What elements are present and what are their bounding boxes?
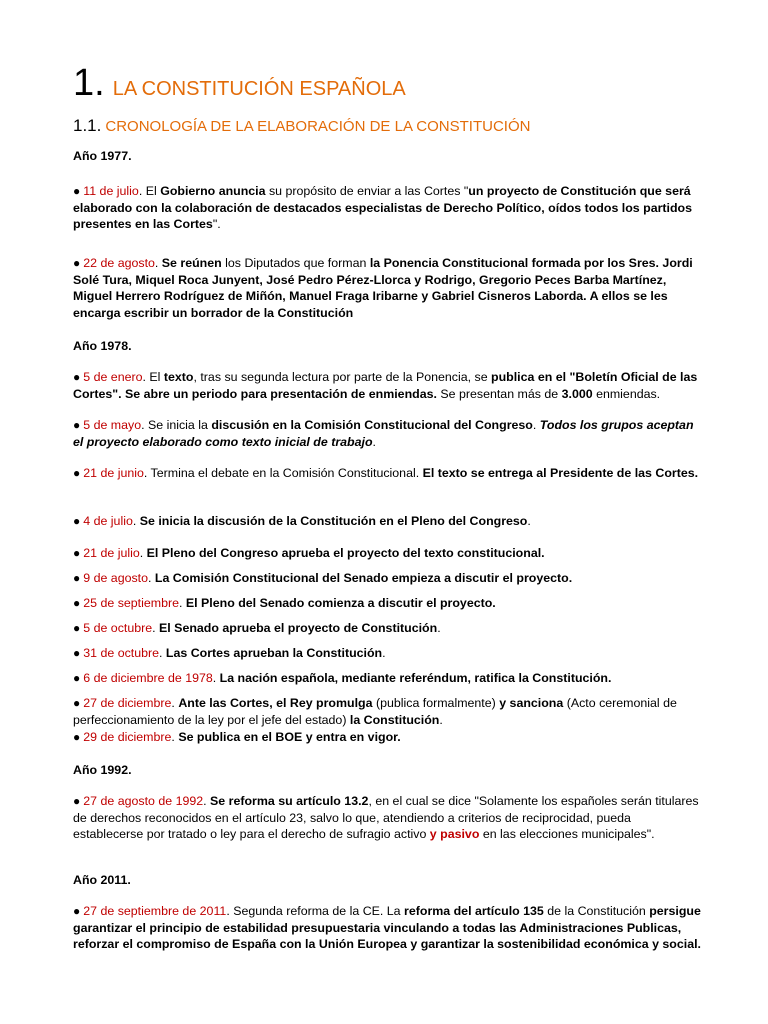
bullet-icon: ● bbox=[73, 370, 81, 384]
chronology-entry bbox=[73, 570, 703, 587]
bullet-icon: ● bbox=[73, 546, 81, 560]
chronology-entry bbox=[73, 513, 703, 530]
entry-text: . bbox=[171, 730, 179, 744]
entry-text: El Pleno del Congreso aprueba el proyecto del texto constitucional. bbox=[146, 546, 545, 560]
entry-text: Se reforma su artículo 13.2 bbox=[210, 794, 369, 808]
entry-date: 25 de septiembre bbox=[83, 596, 179, 610]
heading-2-title: CRONOLOGÍA DE LA ELABORACIÓN DE LA CONSTITUCIÓN bbox=[105, 118, 531, 135]
entry-text: persigue garantizar el principio de estabilidad presupuestaria vinculando a todas las Administraciones Publicas, reforzar el compromiso de España con la Unión Europea y garantizar la sostenibilidad económica y social. bbox=[73, 904, 701, 952]
entry-date: 4 de julio bbox=[83, 514, 133, 528]
entry-text: La Comisión Constitucional del Senado empieza a discutir el proyecto. bbox=[154, 571, 573, 585]
year-heading: Año 1978. bbox=[73, 339, 132, 353]
heading-1-title: LA CONSTITUCIÓN ESPAÑOLA bbox=[112, 78, 406, 100]
entry-text: Se reúnen bbox=[161, 256, 222, 270]
entry-text: su propósito de enviar a las Cortes " bbox=[265, 184, 469, 198]
bullet-icon: ● bbox=[73, 730, 81, 744]
entry-text: Ante las Cortes, el Rey promulga bbox=[178, 696, 373, 710]
entry-text: . bbox=[159, 646, 166, 660]
chronology-entry bbox=[73, 670, 703, 687]
chronology-entry bbox=[73, 255, 703, 321]
entry-date: 27 de agosto de 1992 bbox=[83, 794, 204, 808]
bullet-icon: ● bbox=[73, 514, 81, 528]
heading-2-number: 1.1. bbox=[73, 116, 102, 135]
entry-text: reforma del artículo 135 bbox=[404, 904, 544, 918]
heading-1 bbox=[73, 62, 406, 105]
chronology-entry bbox=[73, 369, 703, 402]
bullet-icon: ● bbox=[73, 596, 81, 610]
entry-text: . bbox=[527, 514, 531, 528]
entry-text: . bbox=[439, 712, 443, 727]
entry-text: Gobierno anuncia bbox=[160, 184, 266, 198]
chronology-entry bbox=[73, 695, 703, 728]
entry-date: 21 de junio bbox=[83, 466, 144, 480]
entry-text: . Segunda reforma de la CE. La bbox=[226, 904, 405, 918]
entry-text: . bbox=[532, 418, 540, 432]
entry-text: Se inicia la discusión de la Constitución en el Pleno del Congreso bbox=[139, 514, 528, 528]
entry-date: 22 de agosto bbox=[83, 256, 155, 270]
chronology-entry bbox=[73, 465, 703, 482]
entry-text: Se publica en el BOE y entra en vigor. bbox=[178, 730, 401, 744]
entry-text: El Pleno del Senado comienza a discutir el proyecto. bbox=[185, 596, 496, 610]
chronology-entry bbox=[73, 545, 703, 562]
chronology-entry bbox=[73, 793, 703, 843]
entry-text: . bbox=[139, 546, 147, 560]
entry-text: . bbox=[179, 596, 186, 610]
bullet-icon: ● bbox=[73, 696, 81, 710]
entry-date: 27 de septiembre de 2011 bbox=[83, 904, 227, 918]
entry-text: . bbox=[154, 256, 162, 270]
chronology-entry bbox=[73, 729, 703, 746]
entry-text: Las Cortes aprueban la Constitución bbox=[165, 646, 383, 660]
entry-text: . bbox=[372, 434, 376, 449]
bullet-icon: ● bbox=[73, 794, 81, 808]
chronology-entry bbox=[73, 595, 703, 612]
chronology-entry bbox=[73, 620, 703, 637]
entry-date: 29 de diciembre bbox=[83, 730, 172, 744]
entry-date: 5 de octubre bbox=[83, 621, 153, 635]
entry-text: . El bbox=[138, 184, 161, 198]
entry-text: 3.000 bbox=[561, 386, 593, 401]
heading-2 bbox=[73, 116, 530, 136]
entry-date: 31 de octubre bbox=[83, 646, 160, 660]
entry-text: , en el cual se dice "Solamente los españoles serán titulares de derechos reconocidos en el artículo 23, salvo lo que, atendiendo a criterios de reciprocidad, pueda establecerse por tratado o ley para el derecho de sufragio activo bbox=[73, 794, 699, 842]
entry-text: . El bbox=[142, 370, 164, 384]
entry-text: los Diputados que forman bbox=[221, 256, 370, 270]
entry-text: (publica formalmente) bbox=[372, 696, 500, 710]
year-heading: Año 1977. bbox=[73, 149, 132, 163]
entry-text: de la Constitución bbox=[543, 904, 650, 918]
bullet-icon: ● bbox=[73, 418, 81, 432]
entry-text: publica en el "Boletín Oficial de las Cortes". Se abre un periodo para presentación de enmiendas. bbox=[73, 370, 698, 401]
entry-text: . bbox=[203, 794, 211, 808]
entry-text: Todos los grupos aceptan el proyecto elaborado como texto inicial de trabajo bbox=[73, 418, 694, 449]
entry-text: , tras su segunda lectura por parte de la Ponencia, se bbox=[193, 370, 492, 384]
year-heading: Año 2011. bbox=[73, 873, 131, 887]
entry-date: 27 de diciembre bbox=[83, 696, 172, 710]
bullet-icon: ● bbox=[73, 466, 81, 480]
chronology-entry bbox=[73, 645, 703, 662]
bullet-icon: ● bbox=[73, 571, 81, 585]
entry-text: la Constitución bbox=[349, 712, 440, 727]
entry-text: El texto se entrega al Presidente de las Cortes. bbox=[422, 466, 699, 480]
bullet-icon: ● bbox=[73, 184, 81, 198]
entry-date: 5 de enero bbox=[83, 370, 143, 384]
entry-text: . Se inicia la bbox=[141, 418, 212, 432]
chronology-entry bbox=[73, 903, 703, 953]
entry-text: . bbox=[148, 571, 155, 585]
entry-text: (Acto ceremonial de perfeccionamiento de la ley por el jefe del estado) bbox=[73, 696, 677, 727]
entry-text: . bbox=[171, 696, 179, 710]
entry-text: . bbox=[132, 514, 140, 528]
entry-date: 5 de mayo bbox=[83, 418, 142, 432]
entry-text: la Ponencia Constitucional formada por los Sres. Jordi Solé Tura, Miquel Roca Junyent, José Pedro Pérez-Llorca y Rodrigo, Gregorio Peces Barba Martínez, Miguel Herrero Rodríguez de Miñón, Manuel Fraga Iribarne y Gabriel Cisneros Laborda. A ellos se les encarga escribir un borrador de la Constitución bbox=[73, 256, 693, 320]
entry-date: 6 de diciembre de 1978 bbox=[83, 671, 213, 685]
entry-date: 11 de julio bbox=[83, 184, 139, 198]
bullet-icon: ● bbox=[73, 671, 81, 685]
entry-text: un proyecto de Constitución que será elaborado con la colaboración de destacados especialistas de Derecho Político, oídos todos los partidos presentes en las Cortes bbox=[73, 184, 693, 232]
bullet-icon: ● bbox=[73, 621, 81, 635]
entry-text: . bbox=[152, 621, 160, 635]
chronology-entry bbox=[73, 183, 703, 233]
year-heading: Año 1992. bbox=[73, 763, 132, 777]
entry-text: Se presentan más de bbox=[436, 386, 562, 401]
entry-date: 9 de agosto bbox=[83, 571, 149, 585]
bullet-icon: ● bbox=[73, 256, 81, 270]
bullet-icon: ● bbox=[73, 646, 81, 660]
entry-text: texto bbox=[163, 370, 194, 384]
heading-1-number: 1. bbox=[73, 62, 105, 104]
entry-text: . bbox=[212, 671, 220, 685]
entry-text: enmiendas. bbox=[592, 386, 661, 401]
entry-text: . bbox=[437, 621, 441, 635]
entry-text: La nación española, mediante referéndum, ratifica la Constitución. bbox=[219, 671, 612, 685]
entry-text: El Senado aprueba el proyecto de Constitución bbox=[159, 621, 438, 635]
entry-text: ". bbox=[212, 217, 221, 232]
entry-text: y pasivo bbox=[429, 827, 480, 842]
bullet-icon: ● bbox=[73, 904, 81, 918]
entry-text: . Termina el debate en la Comisión Constitucional. bbox=[143, 466, 423, 480]
entry-text: discusión en la Comisión Constitucional del Congreso bbox=[211, 418, 533, 432]
chronology-entry bbox=[73, 417, 703, 450]
entry-date: 21 de julio bbox=[83, 546, 140, 560]
entry-text: . bbox=[382, 646, 386, 660]
entry-text: y sanciona bbox=[499, 696, 564, 710]
entry-text: en las elecciones municipales". bbox=[479, 827, 655, 842]
